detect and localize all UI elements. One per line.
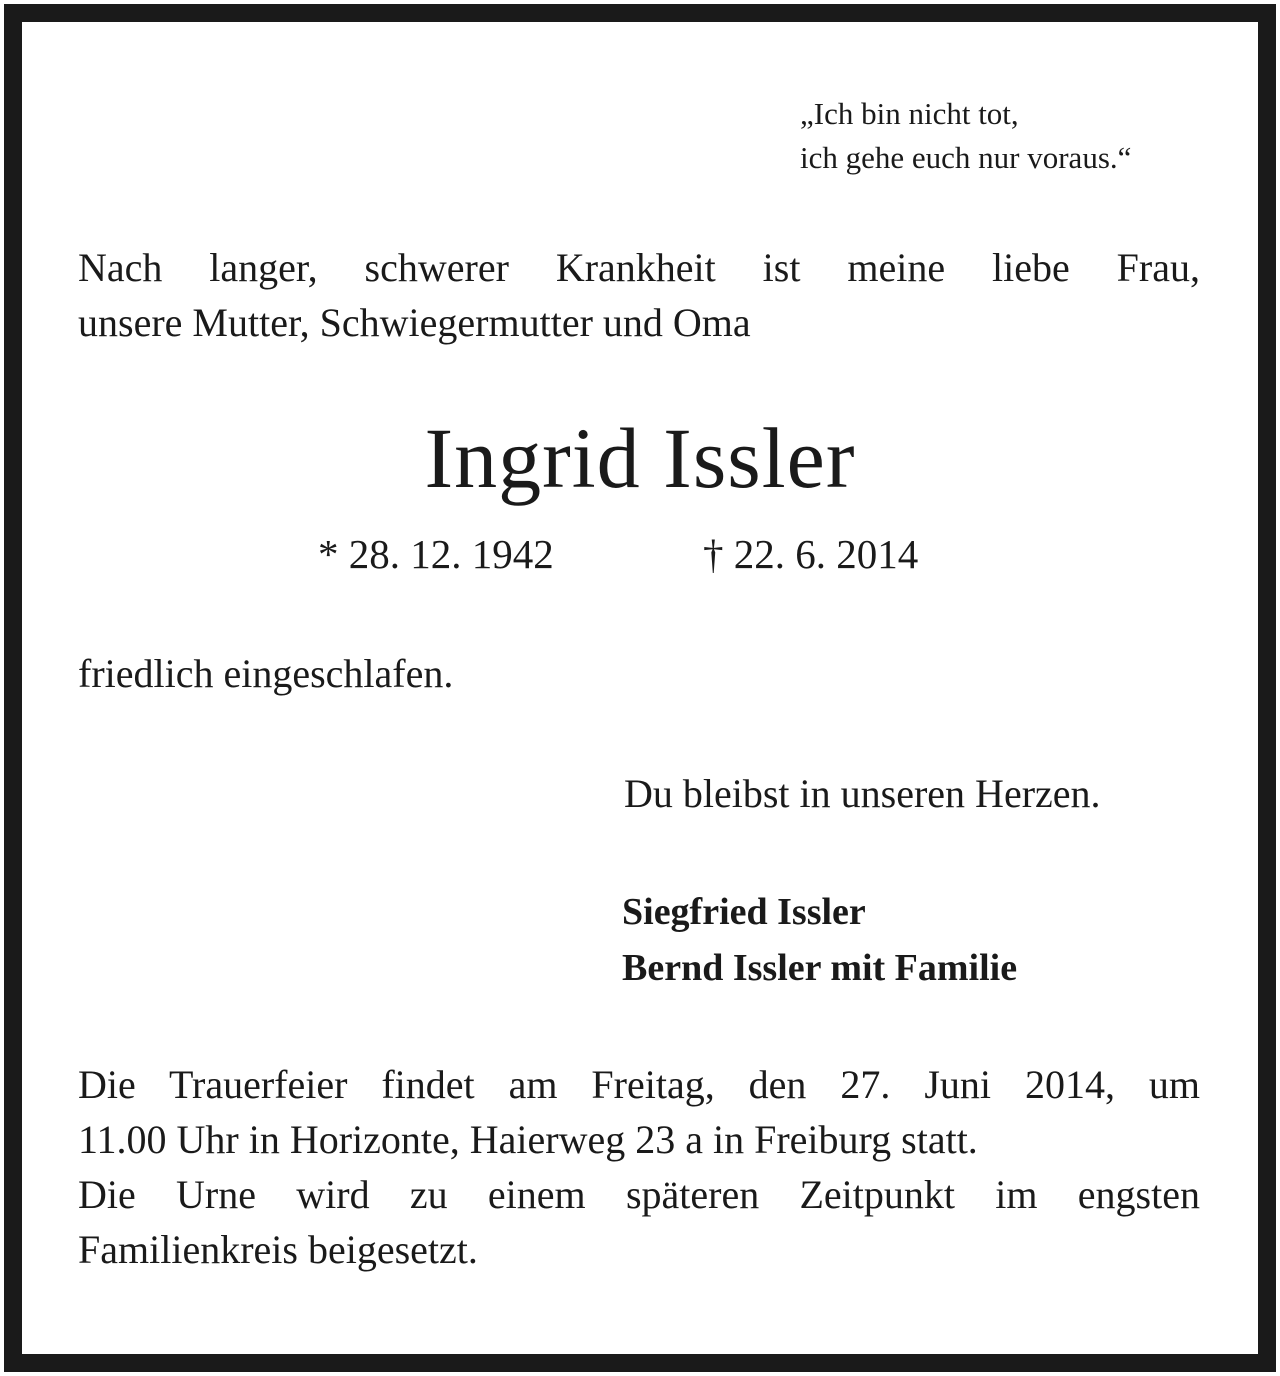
intro-line-1: Nach langer, schwerer Krankheit ist meine liebe Frau, — [78, 245, 1200, 290]
service-line-4: Familienkreis beigesetzt. — [78, 1227, 478, 1272]
heart-text: Du bleibst in unseren Herzen. — [624, 771, 1101, 816]
death-date: † 22. 6. 2014 — [703, 531, 919, 577]
intro-text — [78, 240, 1200, 350]
signers — [622, 884, 1017, 996]
service-line-2: 11.00 Uhr in Horizonte, Haierweg 23 a in Freiburg statt. — [78, 1117, 978, 1162]
motto-quote — [800, 92, 1220, 180]
motto-line-2: ich gehe euch nur voraus.“ — [800, 140, 1132, 175]
funeral-service-text — [78, 1057, 1200, 1277]
intro-line-2: unsere Mutter, Schwiegermutter und Oma — [78, 300, 751, 345]
service-line-1: Die Trauerfeier findet am Freitag, den 27. Juni 2014, um — [78, 1062, 1200, 1107]
signer-name: Siegfried Issler — [622, 891, 866, 933]
asleep-text: friedlich eingeschlafen. — [78, 651, 454, 696]
signer-name: Bernd Issler mit Familie — [622, 947, 1018, 989]
service-line-3: Die Urne wird zu einem späteren Zeitpunkt im engsten — [78, 1172, 1200, 1217]
deceased-name: Ingrid Issler — [424, 410, 856, 506]
motto-line-1: „Ich bin nicht tot, — [800, 96, 1019, 131]
birth-date: * 28. 12. 1942 — [318, 531, 554, 577]
